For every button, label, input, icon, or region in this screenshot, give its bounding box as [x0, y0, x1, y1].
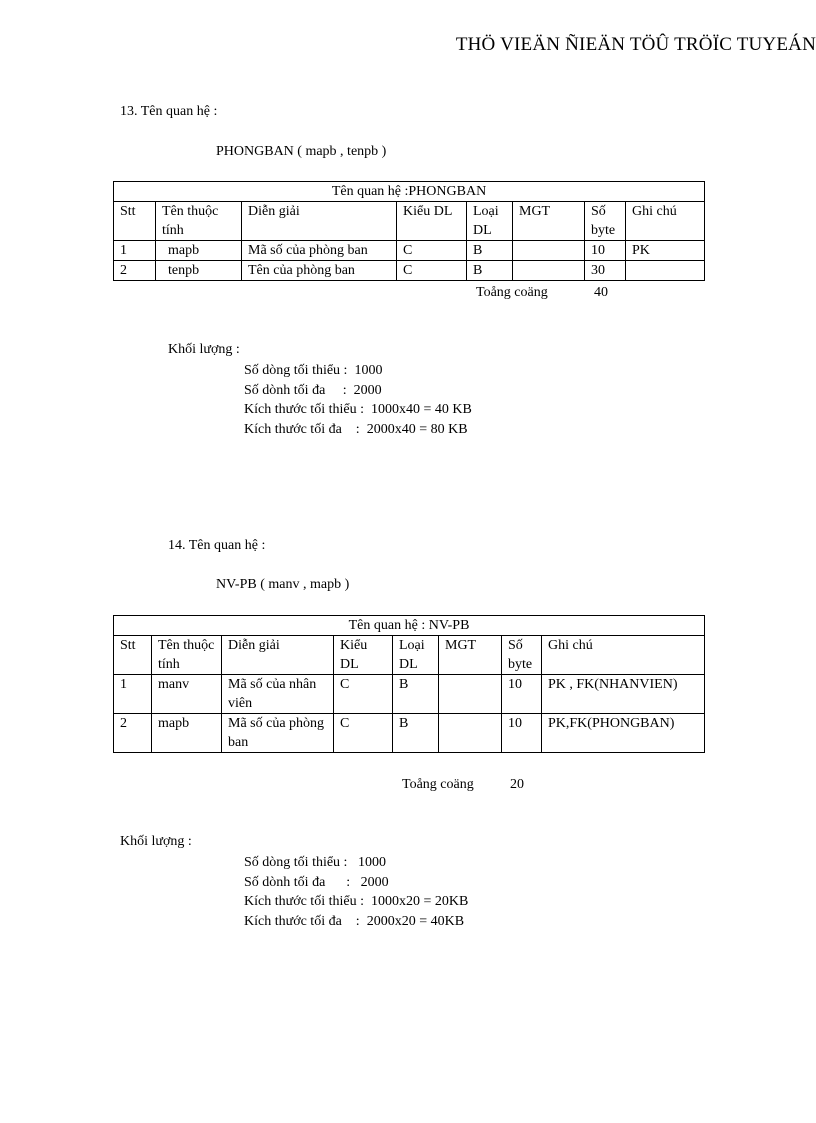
column-header: Stt: [114, 636, 152, 675]
total-label: Toång coäng: [476, 285, 548, 300]
table-cell: C: [397, 261, 467, 281]
table-row: [114, 714, 705, 753]
relation-table-phongban: [113, 181, 705, 281]
table-cell: [439, 675, 502, 714]
volume-line: Kích thước tối thiểu : 1000x40 = 40 KB: [244, 402, 472, 417]
table-row: [114, 261, 705, 281]
column-header: Số byte: [585, 202, 626, 241]
table-cell: 1: [114, 241, 156, 261]
table-caption: Tên quan hệ : NV-PB: [114, 616, 705, 636]
column-header: Ghi chú: [542, 636, 705, 675]
table-cell: 1: [114, 675, 152, 714]
section-13-schema: PHONGBAN ( mapb , tenpb ): [216, 144, 387, 159]
table-cell: 10: [502, 714, 542, 753]
table-row: [114, 675, 705, 714]
section-14-heading: 14. Tên quan hệ :: [168, 538, 266, 553]
table-cell: PK,FK(PHONGBAN): [542, 714, 705, 753]
column-header: Loại DL: [393, 636, 439, 675]
section-14-schema: NV-PB ( manv , mapb ): [216, 577, 350, 592]
column-header: Stt: [114, 202, 156, 241]
table-cell: [439, 714, 502, 753]
column-header: Diễn giải: [222, 636, 334, 675]
volume-line: Kích thước tối đa : 2000x40 = 80 KB: [244, 421, 468, 437]
table-cell: Mã số của phòng ban: [242, 241, 397, 261]
volume-line: Số dònh tối đa : 2000: [244, 382, 382, 398]
table-cell: PK , FK(NHANVIEN): [542, 675, 705, 714]
volume-label: Khối lượng :: [120, 834, 192, 849]
volume-line: Kích thước tối đa : 2000x20 = 40KB: [244, 913, 465, 929]
table-cell: 30: [585, 261, 626, 281]
table-cell: tenpb: [156, 261, 242, 281]
table-cell: B: [467, 261, 513, 281]
column-header: Loại DL: [467, 202, 513, 241]
table-cell: 2: [114, 261, 156, 281]
column-header: Tên thuộc tính: [152, 636, 222, 675]
table-row: [114, 241, 705, 261]
table-cell: 2: [114, 714, 152, 753]
table-caption-row: [114, 182, 705, 202]
column-header: MGT: [513, 202, 585, 241]
column-header: Số byte: [502, 636, 542, 675]
total-label: Toång coäng: [402, 777, 474, 792]
total-value: 40: [594, 285, 608, 300]
table-cell: manv: [152, 675, 222, 714]
table-cell: 10: [585, 241, 626, 261]
table-cell: PK: [626, 241, 705, 261]
column-header: Kiểu DL: [397, 202, 467, 241]
relation-table-nv-pb: [113, 615, 705, 753]
table-header-row: [114, 636, 705, 675]
volume-label: Khối lượng :: [168, 342, 240, 357]
volume-line: Số dòng tối thiểu : 1000: [244, 855, 386, 870]
table-cell: 10: [502, 675, 542, 714]
table-cell: B: [393, 675, 439, 714]
table-cell: B: [467, 241, 513, 261]
table-cell: [626, 261, 705, 281]
column-header: MGT: [439, 636, 502, 675]
column-header: Kiểu DL: [334, 636, 393, 675]
section-13-heading: 13. Tên quan hệ :: [120, 104, 218, 119]
table-cell: mapb: [156, 241, 242, 261]
volume-line: Số dònh tối đa : 2000: [244, 874, 389, 890]
table-caption: Tên quan hệ :PHONGBAN: [114, 182, 705, 202]
table-cell: [513, 261, 585, 281]
table-cell: [513, 241, 585, 261]
volume-line: Số dòng tối thiểu : 1000: [244, 363, 383, 378]
table-cell: mapb: [152, 714, 222, 753]
table-cell: Mã số của phòng ban: [222, 714, 334, 753]
volume-details: [244, 361, 472, 439]
table-cell: Mã số của nhân viên: [222, 675, 334, 714]
table-cell: C: [397, 241, 467, 261]
column-header: Ghi chú: [626, 202, 705, 241]
table-cell: C: [334, 714, 393, 753]
volume-line: Kích thước tối thiểu : 1000x20 = 20KB: [244, 894, 469, 909]
table-cell: C: [334, 675, 393, 714]
column-header: Diễn giải: [242, 202, 397, 241]
total-value: 20: [510, 777, 524, 792]
table-caption-row: [114, 616, 705, 636]
page-header-title: THÖ VIEÄN ÑIEÄN TÖÛ TRÖÏC TUYEÁN: [455, 34, 816, 55]
table-cell: Tên của phòng ban: [242, 261, 397, 281]
column-header: Tên thuộc tính: [156, 202, 242, 241]
table-header-row: [114, 202, 705, 241]
table-cell: B: [393, 714, 439, 753]
volume-details: [244, 853, 468, 931]
